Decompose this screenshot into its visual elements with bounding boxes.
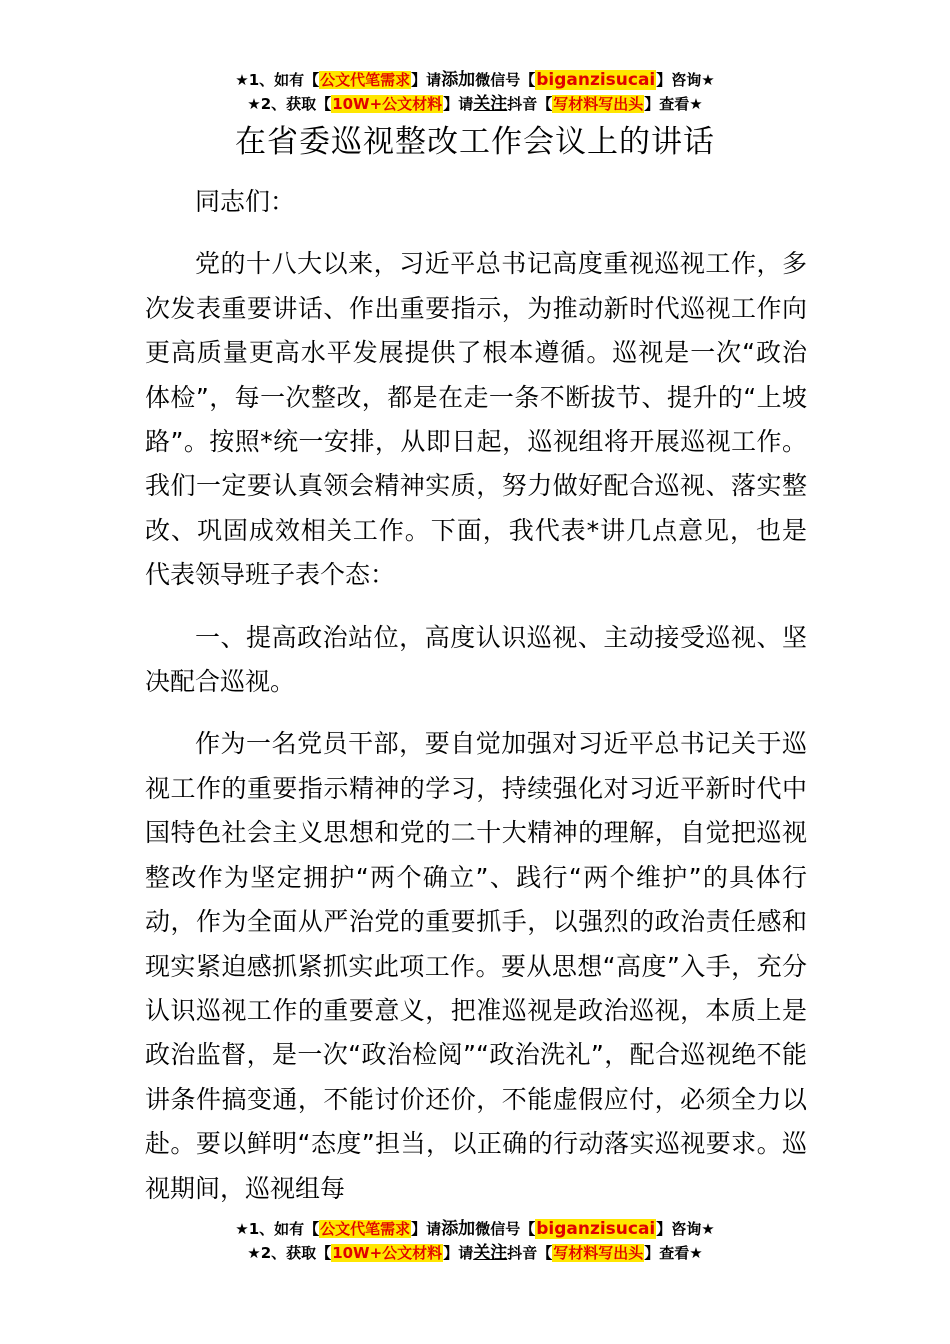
document-body bbox=[145, 180, 807, 1229]
banner-line-1: ★1、如有【公文代笔需求】请添加微信号【biganzisucai】咨询★ bbox=[235, 1219, 715, 1239]
highlight-douyin-account: 写材料写出头 bbox=[553, 95, 644, 113]
highlight-materials: 10W+公文材料 bbox=[332, 95, 443, 113]
highlight-wechat-id: biganzisucai bbox=[536, 1219, 656, 1239]
paragraph: 作为一名党员干部，要自觉加强对习近平总书记关于巡视工作的重要指示精神的学习，持续强化对习近平新时代中国特色社会主义思想和党的二十大精神的理解，自觉把巡视整改作为坚定拥护“两个确立”、践行“两个维护”的具体行动，作为全面从严治党的重要抓手，以强烈的政治责任感和现实紧迫感抓紧抓实此项工作。要从思想“高度”入手，充分认识巡视工作的重要意义，把准巡视是政治巡视，本质上是政治监督，是一次“政治检阅”“政治洗礼”，配合巡视绝不能讲条件搞变通，不能讨价还价，不能虚假应付，必须全力以赴。要以鲜明“态度”担当，以正确的行动落实巡视要求。巡视期间，巡视组每 bbox=[145, 729, 807, 1203]
footer-banner bbox=[0, 1217, 950, 1265]
banner-line-1: ★1、如有【公文代笔需求】请添加微信号【biganzisucai】咨询★ bbox=[235, 70, 715, 90]
header-banner bbox=[0, 68, 950, 116]
section-heading: 一、提高政治站位，高度认识巡视、主动接受巡视、坚决配合巡视。 bbox=[145, 622, 807, 697]
banner-line-2: ★2、获取【10W+公文材料】请关注抖音【写材料写出头】查看★ bbox=[247, 1243, 703, 1263]
document-title: 在省委巡视整改工作会议上的讲话 bbox=[235, 124, 715, 160]
highlight-materials: 10W+公文材料 bbox=[332, 1244, 443, 1262]
banner-line-2: ★2、获取【10W+公文材料】请关注抖音【写材料写出头】查看★ bbox=[247, 94, 703, 114]
highlight-service: 公文代笔需求 bbox=[320, 1220, 411, 1238]
highlight-douyin-account: 写材料写出头 bbox=[553, 1244, 644, 1262]
paragraph: 党的十八大以来，习近平总书记高度重视巡视工作，多次发表重要讲话、作出重要指示，为推动新时代巡视工作向更高质量更高水平发展提供了根本遵循。巡视是一次“政治体检”，每一次整改，都是在走一条不断拔节、提升的“上坡路”。按照*统一安排，从即日起，巡视组将开展巡视工作。我们一定要认真领会精神实质，努力做好配合巡视、落实整改、巩固成效相关工作。下面，我代表*讲几点意见，也是代表领导班子表个态： bbox=[145, 249, 807, 590]
highlight-service: 公文代笔需求 bbox=[320, 71, 411, 89]
greeting: 同志们： bbox=[195, 187, 296, 216]
highlight-wechat-id: biganzisucai bbox=[536, 70, 656, 90]
